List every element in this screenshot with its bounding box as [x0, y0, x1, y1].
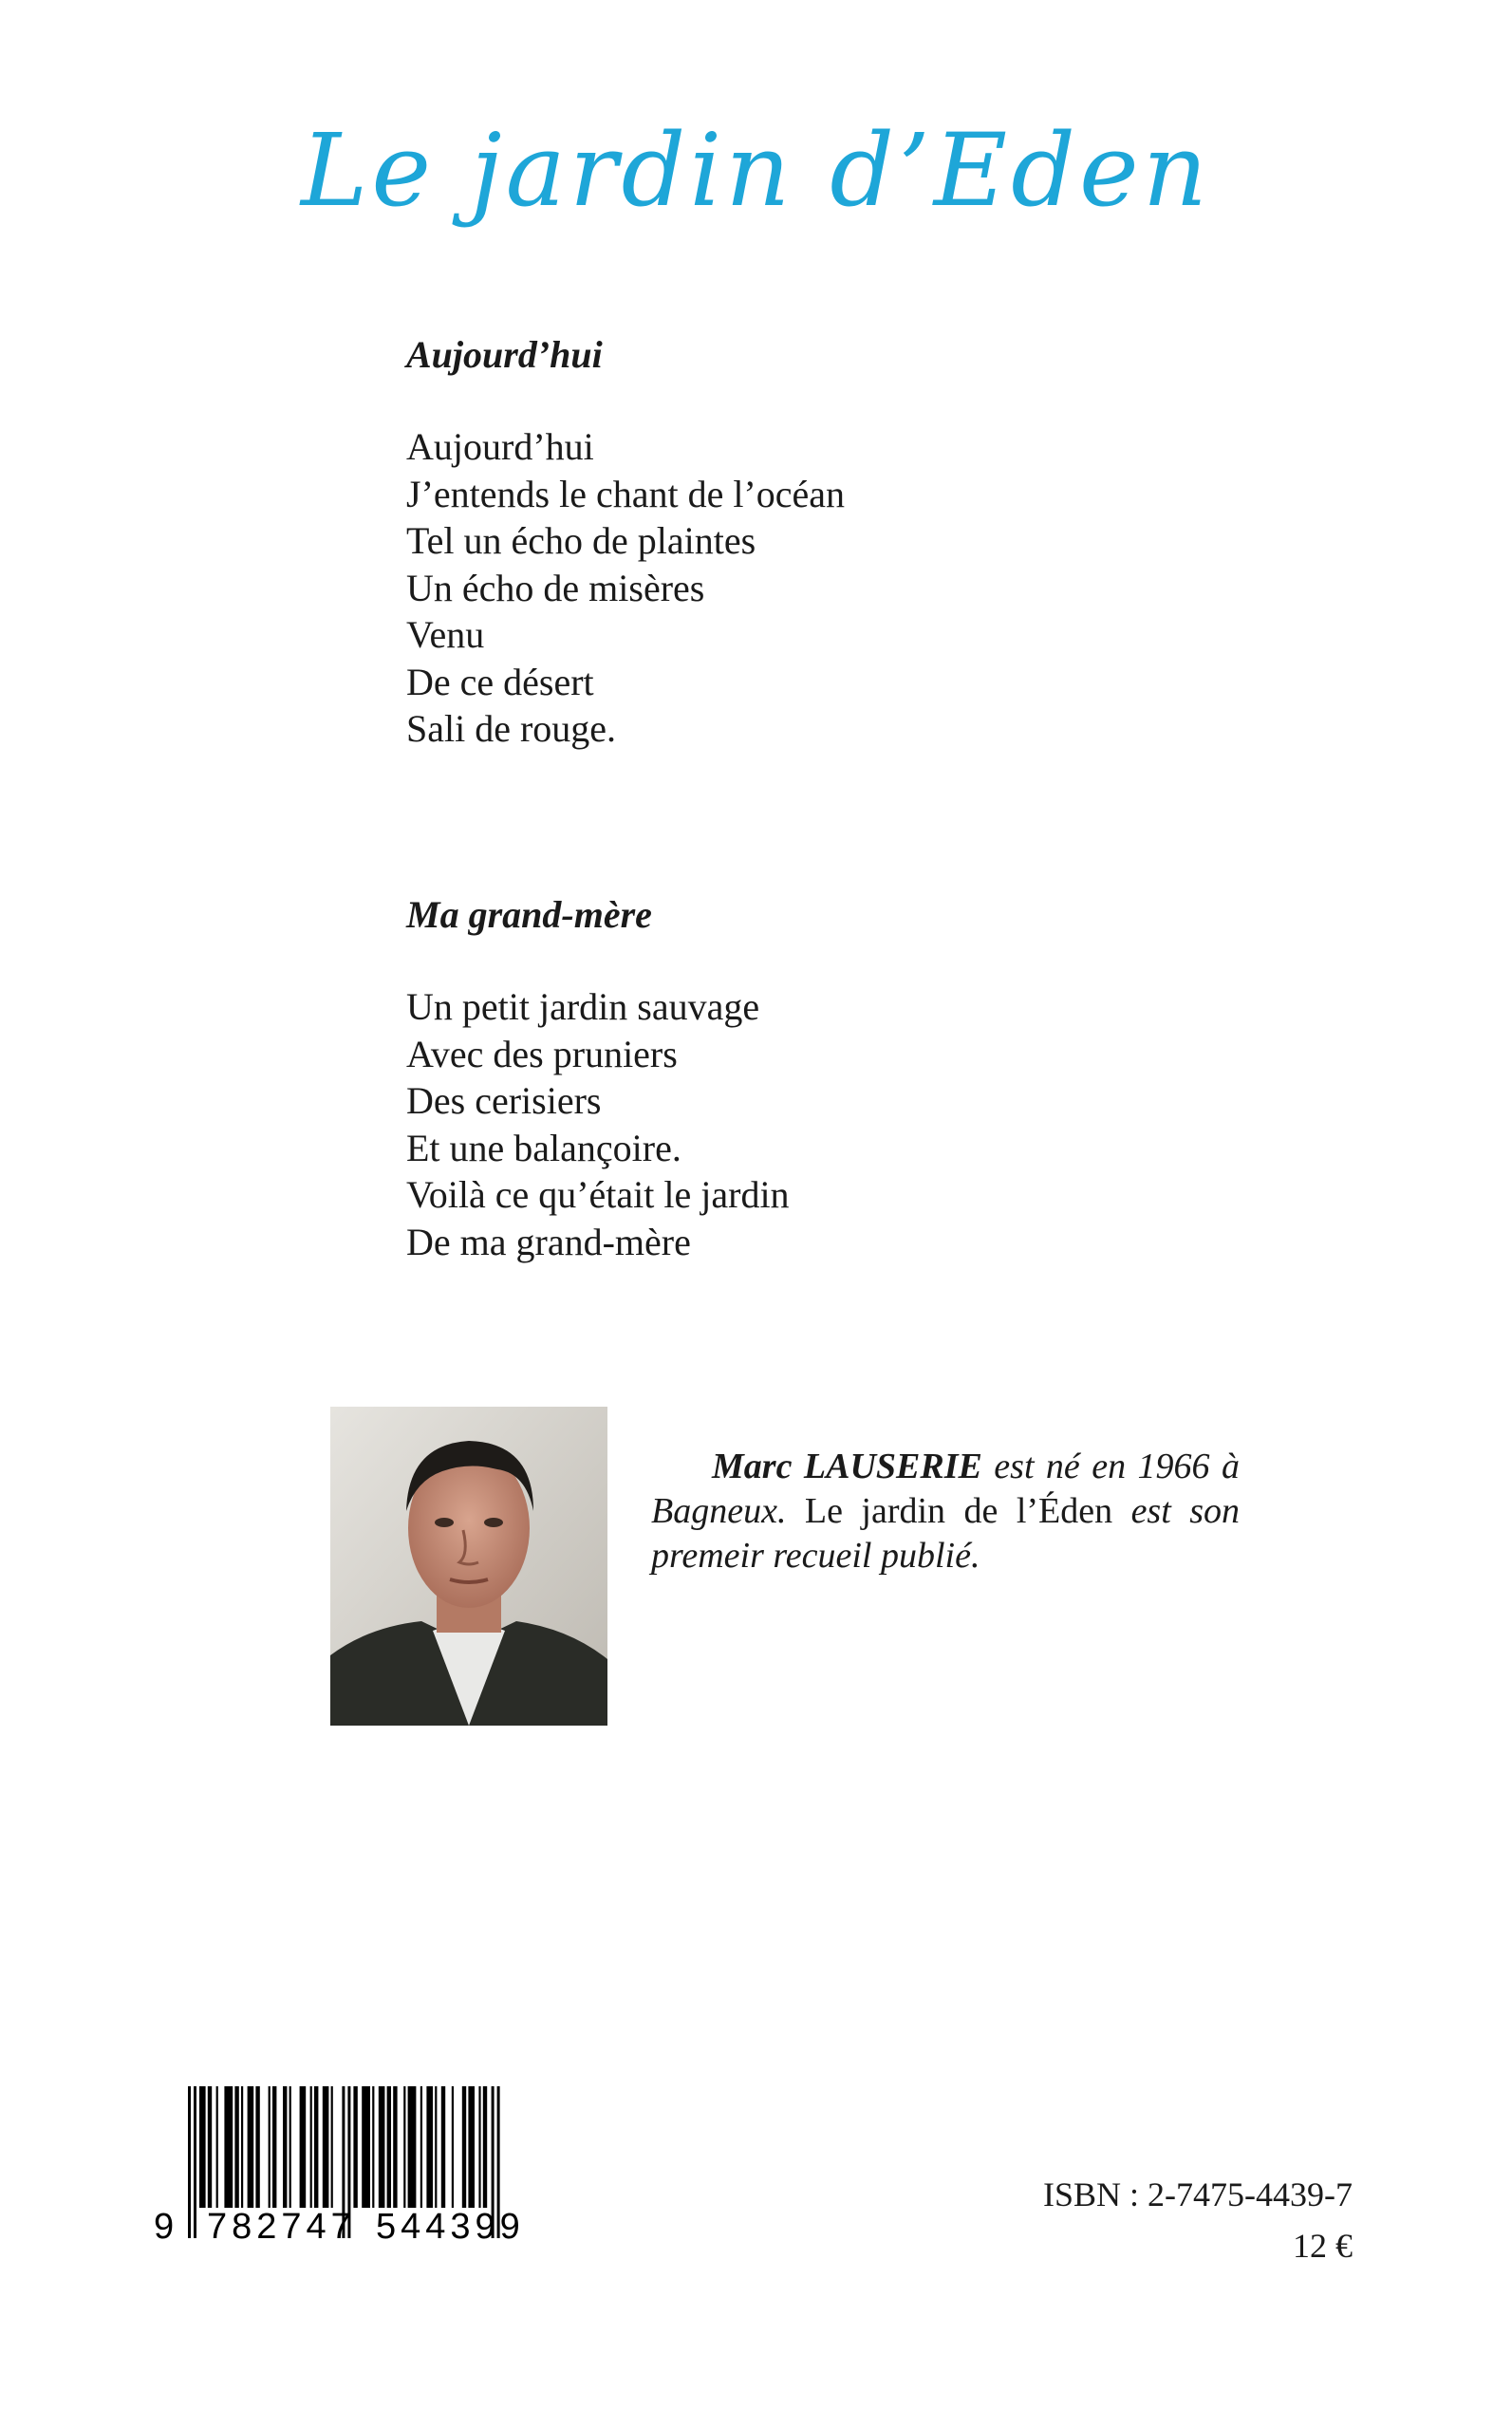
barcode-bar — [483, 2086, 487, 2208]
poem-aujourdhui — [406, 332, 1260, 753]
barcode-bar — [314, 2086, 318, 2208]
poem-line: J’entends le chant de l’océan — [406, 472, 846, 515]
poem-line: Aujourd’hui — [406, 425, 594, 468]
barcode-bar — [272, 2086, 276, 2208]
barcode-bar — [188, 2086, 191, 2238]
barcode-group-1: 782747 — [207, 2207, 356, 2246]
barcode-bar — [255, 2086, 259, 2208]
author-bio-text: est né en 1966 à Bagneux. — [651, 1447, 1240, 1531]
barcode-bar — [462, 2086, 466, 2208]
author-photo — [330, 1407, 607, 1726]
poem-line: Un écho de misères — [406, 566, 705, 609]
barcode-bar — [452, 2086, 454, 2208]
poem-title: Aujourd’hui — [406, 333, 603, 376]
barcode-bar — [441, 2086, 445, 2208]
poem-line: Venu — [406, 613, 485, 656]
isbn: ISBN : 2-7475-4439-7 — [1043, 2176, 1353, 2213]
barcode-bar — [478, 2086, 480, 2208]
barcode-bar — [300, 2086, 307, 2208]
poem-line: Et une balançoire. — [406, 1126, 681, 1169]
poem-line: Des cerisiers — [406, 1079, 602, 1122]
poem-line: De ma grand-mère — [406, 1220, 691, 1263]
barcode-bar — [353, 2086, 357, 2208]
book-title: Le jardin d’Eden — [300, 112, 1212, 229]
barcode-bar — [224, 2086, 233, 2208]
poem-line: De ce désert — [406, 660, 594, 703]
barcode-bar — [387, 2086, 391, 2208]
barcode-bar — [289, 2086, 291, 2208]
barcode-bar — [372, 2086, 374, 2208]
author-bio-text-end: est son premeir recueil publié. — [651, 1491, 1241, 1576]
barcode-bar — [323, 2086, 329, 2208]
barcode-bar — [234, 2086, 238, 2208]
barcode-first-digit: 9 — [154, 2207, 175, 2246]
author-name: Marc LAUSERIE — [712, 1447, 982, 1486]
barcode-bar — [468, 2086, 475, 2208]
poem-line: Tel un écho de plaintes — [406, 519, 756, 562]
barcode-bar — [379, 2086, 385, 2208]
barcode-bar — [269, 2086, 271, 2208]
poem-line: Sali de rouge. — [406, 707, 617, 750]
barcode-bar — [331, 2086, 333, 2208]
poem-ma-grand-mere — [406, 892, 1260, 1265]
barcode-bar — [241, 2086, 243, 2208]
barcode-group-2: 544399 — [376, 2207, 525, 2246]
barcode-bar — [208, 2086, 212, 2208]
poem-line: Avec des pruniers — [406, 1032, 678, 1075]
barcode-bar — [199, 2086, 206, 2208]
barcode-bar — [194, 2086, 196, 2238]
author-bio — [651, 1445, 1240, 1578]
barcode-bar — [435, 2086, 437, 2208]
barcode-bar — [362, 2086, 370, 2208]
barcode — [150, 2084, 569, 2246]
poem-line: Un petit jardin sauvage — [406, 985, 760, 1028]
poem-title: Ma grand-mère — [406, 893, 652, 936]
barcode-bar — [283, 2086, 287, 2208]
barcode-bar — [408, 2086, 417, 2208]
bio-book-title: Le jardin de l’Éden — [786, 1491, 1131, 1531]
barcode-bar — [403, 2086, 405, 2208]
barcode-bar — [420, 2086, 422, 2208]
barcode-bar — [248, 2086, 254, 2208]
barcode-bar — [393, 2086, 397, 2208]
poem-line: Voilà ce qu’était le jardin — [406, 1173, 790, 1216]
price: 12 € — [1293, 2227, 1353, 2265]
barcode-bar — [310, 2086, 312, 2208]
barcode-bar — [426, 2086, 433, 2208]
barcode-bar — [216, 2086, 218, 2208]
